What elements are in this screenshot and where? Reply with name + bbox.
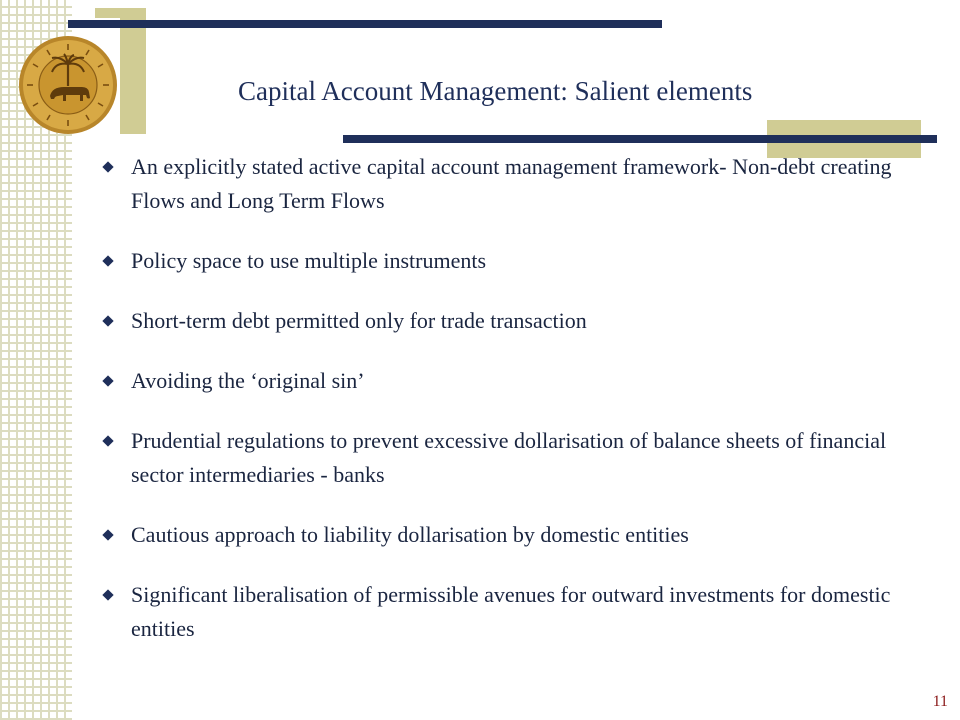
bullet-item — [100, 364, 900, 398]
slide-title: Capital Account Management: Salient elements — [238, 76, 753, 106]
bullet-text: Significant liberalisation of permissible avenues for outward investments for domestic entities — [131, 582, 891, 641]
bullet-text: Prudential regulations to prevent excessive dollarisation of balance sheets of financial sector intermediaries - banks — [131, 428, 887, 487]
bullet-item — [100, 578, 900, 646]
bullet-item — [100, 150, 900, 218]
diamond-bullet-icon — [100, 159, 116, 175]
bullet-item — [100, 518, 900, 552]
diamond-bullet-icon — [100, 527, 116, 543]
bullet-text: Short-term debt permitted only for trade transaction — [131, 308, 587, 333]
navy-bottom-line — [343, 135, 937, 143]
bullet-item — [100, 424, 900, 492]
diamond-bullet-icon — [100, 253, 116, 269]
bullet-text: Policy space to use multiple instruments — [131, 248, 487, 273]
rbi-seal-logo — [17, 34, 119, 136]
bullet-list — [100, 150, 900, 646]
diamond-bullet-icon — [100, 313, 116, 329]
bullet-text: An explicitly stated active capital account management framework- Non-debt creating Flows and Long Term Flows — [131, 154, 892, 213]
page-number: 11 — [932, 693, 948, 710]
navy-top-line — [68, 20, 662, 28]
bullet-item — [100, 244, 900, 278]
bullet-text: Avoiding the ‘original sin’ — [131, 368, 365, 393]
diamond-bullet-icon — [100, 433, 116, 449]
diamond-bullet-icon — [100, 587, 116, 603]
khaki-top-bar — [95, 8, 145, 18]
bullet-text: Cautious approach to liability dollarisation by domestic entities — [131, 522, 689, 547]
diamond-bullet-icon — [100, 373, 116, 389]
bullet-item — [100, 304, 900, 338]
